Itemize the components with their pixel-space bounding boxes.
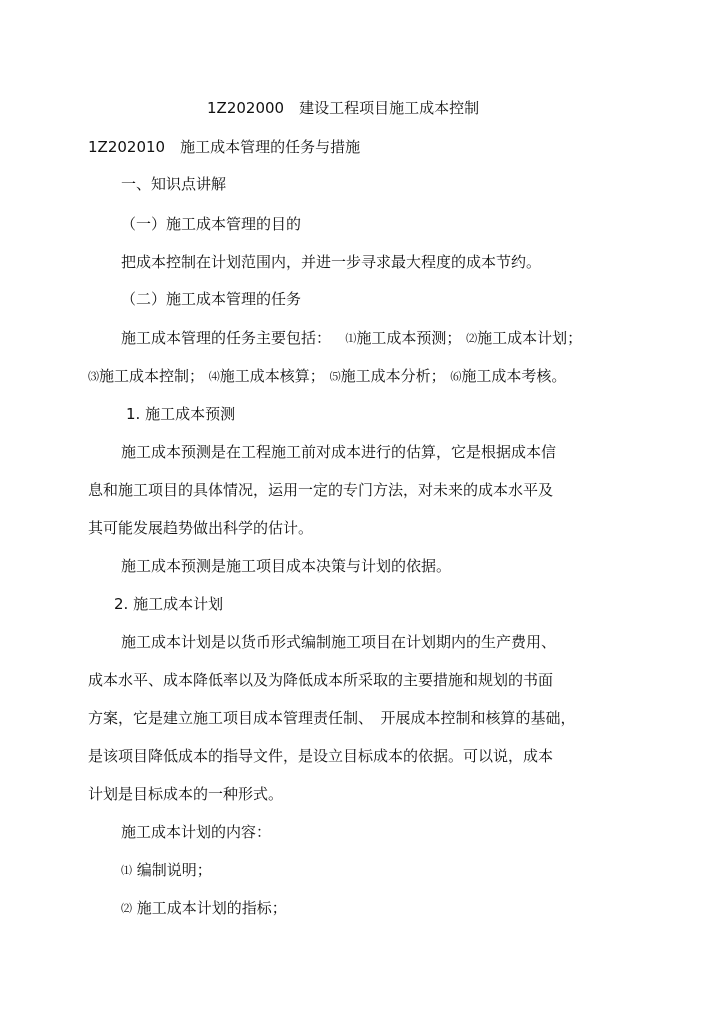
task-item: 施工成本考核。 xyxy=(461,367,567,385)
task-item: 施工成本分析； xyxy=(340,367,446,385)
paragraph-plan-line-3: 方案，它是建立施工项目成本管理责任制、 开展成本控制和核算的基础， xyxy=(88,709,576,727)
content-text: 施工成本计划的指标； xyxy=(132,899,287,917)
paragraph-forecast-line-1: 施工成本预测是在工程施工前对成本进行的估算，它是根据成本信 xyxy=(121,443,557,461)
paragraph-tasks-line-2 xyxy=(88,366,566,387)
heading-knowledge: 一、知识点讲解 xyxy=(121,175,227,193)
section-heading: 1Z202010 施工成本管理的任务与措施 xyxy=(88,138,361,156)
content-number: ⑴ xyxy=(121,864,132,877)
paragraph-plan-line-2: 成本水平、成本降低率以及为降低成本所采取的主要措施和规划的书面 xyxy=(88,671,554,689)
heading-purpose: （一）施工成本管理的目的 xyxy=(121,215,302,233)
heading-plan: 2. 施工成本计划 xyxy=(114,595,224,613)
paragraph-plan-line-5: 计划是目标成本的一种形式。 xyxy=(88,785,284,803)
task-number: ⑷ xyxy=(208,370,220,383)
paragraph-plan-line-1: 施工成本计划是以货币形式编制施工项目在计划期内的生产费用、 xyxy=(121,633,557,651)
document-title: 1Z202000 建设工程项目施工成本控制 xyxy=(207,99,480,117)
task-item: 施工成本预测； xyxy=(356,329,462,347)
content-item-1 xyxy=(121,860,212,881)
task-item: 施工成本核算； xyxy=(219,367,325,385)
paragraph-purpose: 把成本控制在计划范围内，并进一步寻求最大程度的成本节约。 xyxy=(121,253,542,271)
task-number: ⑵ xyxy=(466,332,478,345)
content-item-2 xyxy=(121,898,287,919)
task-number: ⑹ xyxy=(450,370,462,383)
task-item: 施工成本控制； xyxy=(99,367,205,385)
content-text: 编制说明； xyxy=(132,861,212,879)
task-item: 施工成本计划； xyxy=(477,329,583,347)
task-number: ⑶ xyxy=(88,370,99,383)
task-number: ⑴ xyxy=(345,332,357,345)
heading-tasks: （二）施工成本管理的任务 xyxy=(121,290,302,308)
paragraph-plan-line-4: 是该项目降低成本的指导文件，是设立目标成本的依据。可以说，成本 xyxy=(88,747,554,765)
paragraph-forecast-line-2: 息和施工项目的具体情况，运用一定的专门方法，对未来的成本水平及 xyxy=(88,481,554,499)
plan-content-intro: 施工成本计划的内容： xyxy=(121,823,272,841)
paragraph-tasks-line-1 xyxy=(121,328,582,349)
paragraph-forecast-basis: 施工成本预测是施工项目成本决策与计划的依据。 xyxy=(121,557,452,575)
paragraph-forecast-line-3: 其可能发展趋势做出科学的估计。 xyxy=(88,519,314,537)
content-number: ⑵ xyxy=(121,902,132,915)
heading-forecast: 1. 施工成本预测 xyxy=(126,405,236,423)
tasks-intro: 施工成本管理的任务主要包括： xyxy=(121,329,332,347)
task-number: ⑸ xyxy=(329,370,341,383)
